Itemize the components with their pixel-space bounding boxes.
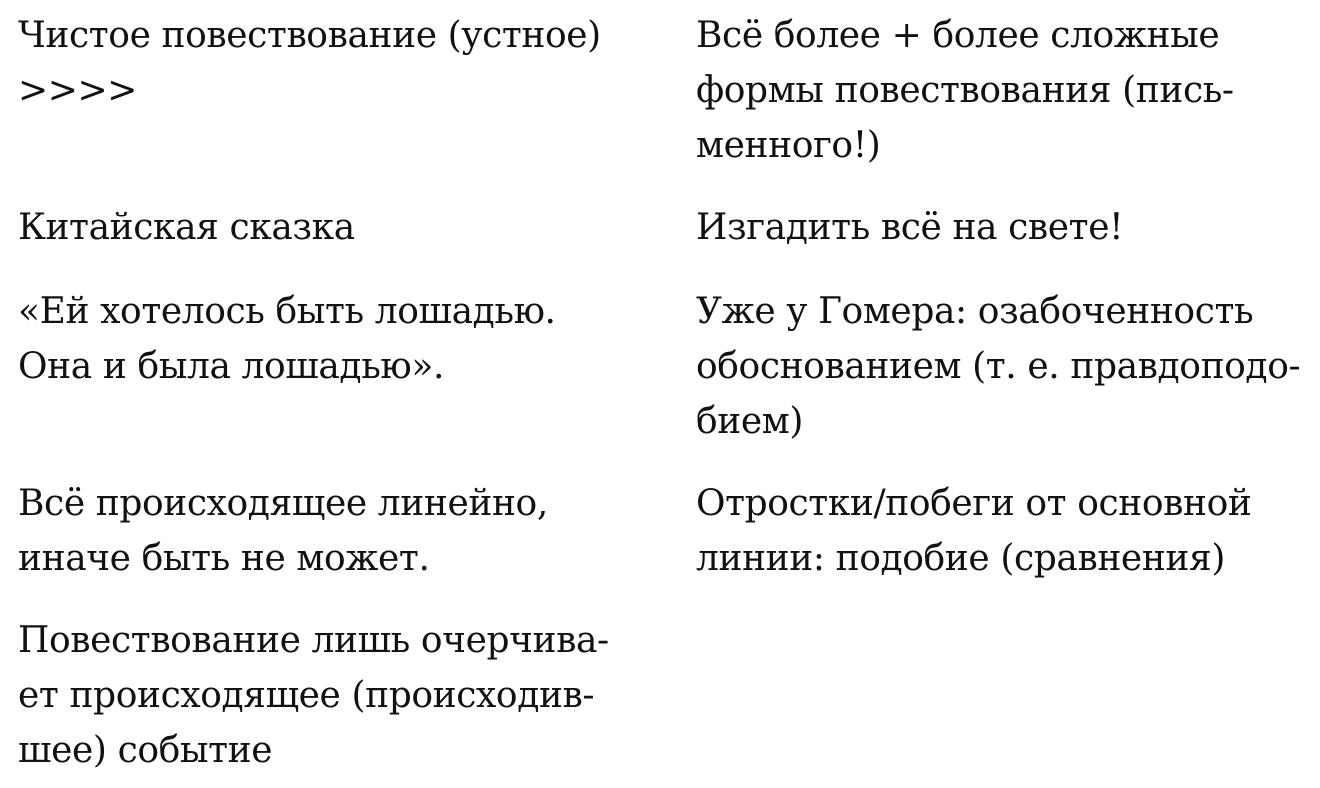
text-line: Уже у Гомера: озабоченность [696, 291, 1254, 332]
text-line: обоснованием (т. е. правдоподо- [696, 346, 1301, 387]
offshoots-note [696, 476, 1251, 586]
linear-events-note [18, 476, 548, 586]
complex-forms-note [696, 8, 1234, 173]
text-line: шее) событие [18, 730, 273, 771]
narration-outlines-note [18, 613, 609, 778]
text-line: Повествование лишь очерчива- [18, 620, 609, 661]
text-line: Она и была лошадью». [18, 346, 445, 387]
text-line: бием) [696, 401, 804, 442]
text-line: Всё более + более сложные [696, 15, 1220, 56]
text-line: менного!) [696, 125, 881, 166]
spoil-everything-note [696, 200, 1123, 255]
text-line: Всё происходящее линейно, [18, 483, 548, 524]
oral-narration-note [18, 8, 601, 118]
text-line: линии: подобие (сравнения) [696, 538, 1225, 579]
text-line: Китайская сказка [18, 207, 355, 248]
chinese-tale-note [18, 200, 355, 255]
text-line: формы повествования (пись- [696, 70, 1234, 111]
text-line: «Ей хотелось быть лошадью. [18, 291, 556, 332]
homer-note [696, 284, 1300, 449]
text-line: Чистое повествование (устное) [18, 15, 601, 56]
horse-quote [18, 284, 556, 394]
text-line: Отростки/побеги от основной [696, 483, 1252, 524]
text-line: иначе быть не может. [18, 538, 430, 579]
text-line: >>>> [18, 70, 138, 111]
text-line: ет происходящее (происходив- [18, 675, 595, 716]
text-line: Изгадить всё на свете! [696, 207, 1124, 248]
